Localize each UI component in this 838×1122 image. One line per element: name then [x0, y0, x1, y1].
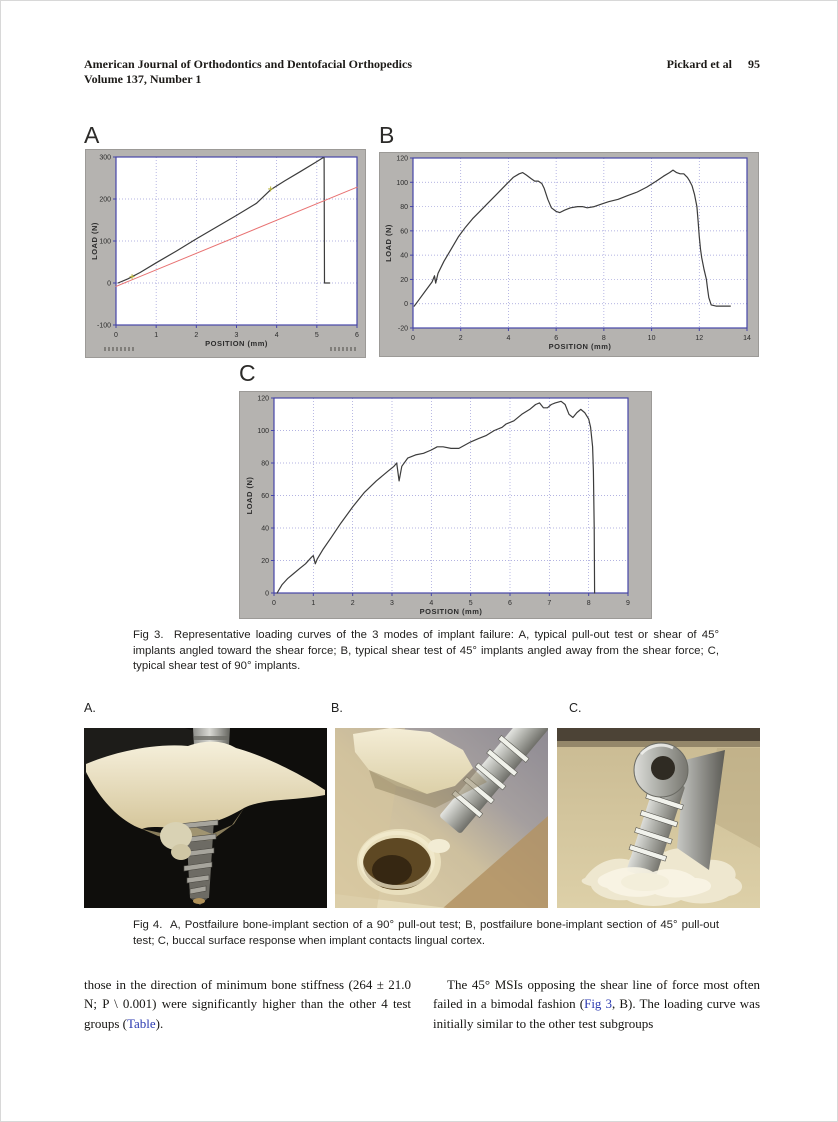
x-tick-label: 6: [355, 332, 359, 339]
panel-letter-a: A: [84, 122, 100, 148]
photo-buccal-surface: [557, 728, 760, 908]
x-tick-label: 8: [601, 335, 606, 342]
y-axis-label: LOAD (N): [384, 224, 393, 262]
bone-debris: [171, 844, 191, 860]
x-tick-label: 14: [743, 335, 751, 342]
y-tick-label: 20: [261, 558, 269, 565]
y-tick-label: 0: [404, 301, 408, 309]
x-tick-label: 3: [234, 332, 239, 339]
eyelet-hole: [651, 756, 675, 780]
x-tick-label: 0: [272, 600, 276, 607]
x-axis-label: POSITION (mm): [548, 342, 612, 351]
x-tick-label: 2: [194, 332, 199, 339]
x-tick-label: 0: [411, 335, 415, 342]
photo-postfailure-90: [84, 728, 327, 908]
implant-tip: [193, 898, 205, 904]
x-tick-label: 6: [508, 600, 512, 607]
x-tick-label: 1: [154, 332, 159, 339]
running-head: [560, 57, 760, 72]
x-tick-label: 6: [554, 335, 559, 342]
x-tick-label: 0: [114, 332, 118, 339]
x-tick-label: 4: [274, 332, 279, 339]
text-run: ).: [155, 1015, 164, 1031]
x-tick-label: 5: [314, 332, 319, 339]
body-paragraph-right: [433, 975, 760, 1033]
running-author: Pickard et al: [666, 57, 732, 71]
loading-curve-chart-a: [86, 150, 365, 357]
panel-letter-b: B: [379, 122, 395, 148]
y-tick-label: 0: [265, 590, 269, 598]
photo-label-a: A.: [84, 701, 96, 715]
y-tick-label: 60: [261, 493, 269, 500]
y-tick-label: 80: [261, 460, 269, 468]
x-tick-label: 3: [390, 600, 394, 607]
cross-reference-link[interactable]: Fig 3: [584, 996, 613, 1012]
x-tick-label: 4: [429, 600, 434, 607]
x-axis-label: POSITION (mm): [419, 607, 483, 616]
page-header: [84, 57, 564, 86]
figure-4-caption: Fig 4. A, Postfailure bone-implant section of a 90° pull-out test; B, postfailure bone-implant section of 45° pull-out test; C, buccal surface response when implant contacts lingual cortex.: [133, 919, 719, 947]
y-tick-label: 200: [99, 196, 111, 204]
body-paragraph-left: [84, 975, 411, 1033]
y-tick-label: 100: [257, 428, 269, 435]
y-tick-label: -100: [96, 322, 111, 330]
y-axis-label: LOAD (N): [90, 222, 99, 260]
photo-background: [557, 728, 760, 741]
print-artifact: [104, 347, 134, 351]
loading-curve-chart-c: [240, 392, 651, 618]
figure-3-caption: Fig 3. Representative loading curves of the 3 modes of implant failure: A, typical pull-out test or shear of 45° implants angled toward the shear force; B, typical shear test of 45° implants angled away from the shear force; C, typical shear test of 90° implants.: [133, 629, 719, 673]
y-tick-label: 20: [400, 276, 408, 284]
cross-reference-link[interactable]: Table: [126, 1015, 156, 1031]
x-tick-label: 4: [506, 335, 511, 342]
x-tick-label: 2: [350, 600, 355, 607]
chart-panel-a: [86, 150, 365, 357]
y-tick-label: -20: [397, 325, 408, 333]
y-tick-label: 60: [400, 228, 408, 236]
implant-shaft: [194, 736, 229, 740]
y-tick-label: 40: [400, 252, 408, 260]
y-tick-label: 100: [396, 179, 408, 187]
print-artifact: [330, 347, 356, 351]
x-axis-label: POSITION (mm): [205, 339, 268, 348]
loading-curve-chart-b: [380, 153, 758, 356]
panel-letter-c: C: [239, 360, 256, 386]
x-tick-label: 1: [311, 600, 316, 607]
x-tick-label: 2: [458, 335, 463, 342]
y-tick-label: 120: [257, 395, 269, 403]
x-tick-label: 7: [547, 600, 552, 607]
y-tick-label: 100: [99, 238, 111, 246]
y-tick-label: 0: [107, 280, 111, 288]
chart-panel-b: [380, 153, 758, 356]
text-run: The 45° MSIs opposing the shear line of force most often failed in a bimodal fashion (: [433, 977, 760, 1012]
x-tick-label: 10: [647, 335, 656, 342]
x-tick-label: 5: [468, 600, 473, 607]
x-tick-label: 8: [586, 600, 591, 607]
x-tick-label: 12: [695, 335, 704, 342]
y-tick-label: 80: [400, 204, 408, 212]
chart-panel-c: [240, 392, 651, 618]
photo-label-c: C.: [569, 701, 582, 715]
x-tick-label: 9: [626, 600, 630, 607]
bone-debris: [428, 839, 450, 853]
text-run: those in the direction of minimum bone stiffness (264 ± 21.0 N; P \ 0.001) were significantly higher than the other 4 test groups (: [84, 977, 411, 1031]
y-tick-label: 40: [261, 525, 269, 533]
page-number: 95: [748, 57, 760, 71]
bone-splash: [621, 873, 669, 891]
journal-title: American Journal of Orthodontics and Dentofacial Orthopedics: [84, 57, 412, 71]
photo-postfailure-45: [335, 728, 548, 908]
y-tick-label: 120: [396, 155, 408, 163]
y-axis-label: LOAD (N): [245, 476, 254, 515]
volume-line: Volume 137, Number 1: [84, 71, 202, 86]
photo-label-b: B.: [331, 701, 343, 715]
y-tick-label: 300: [99, 154, 111, 162]
pullout-hole: [372, 855, 412, 885]
text-run: , B). The loading curve was initially similar to the other test subgroups: [433, 996, 760, 1031]
